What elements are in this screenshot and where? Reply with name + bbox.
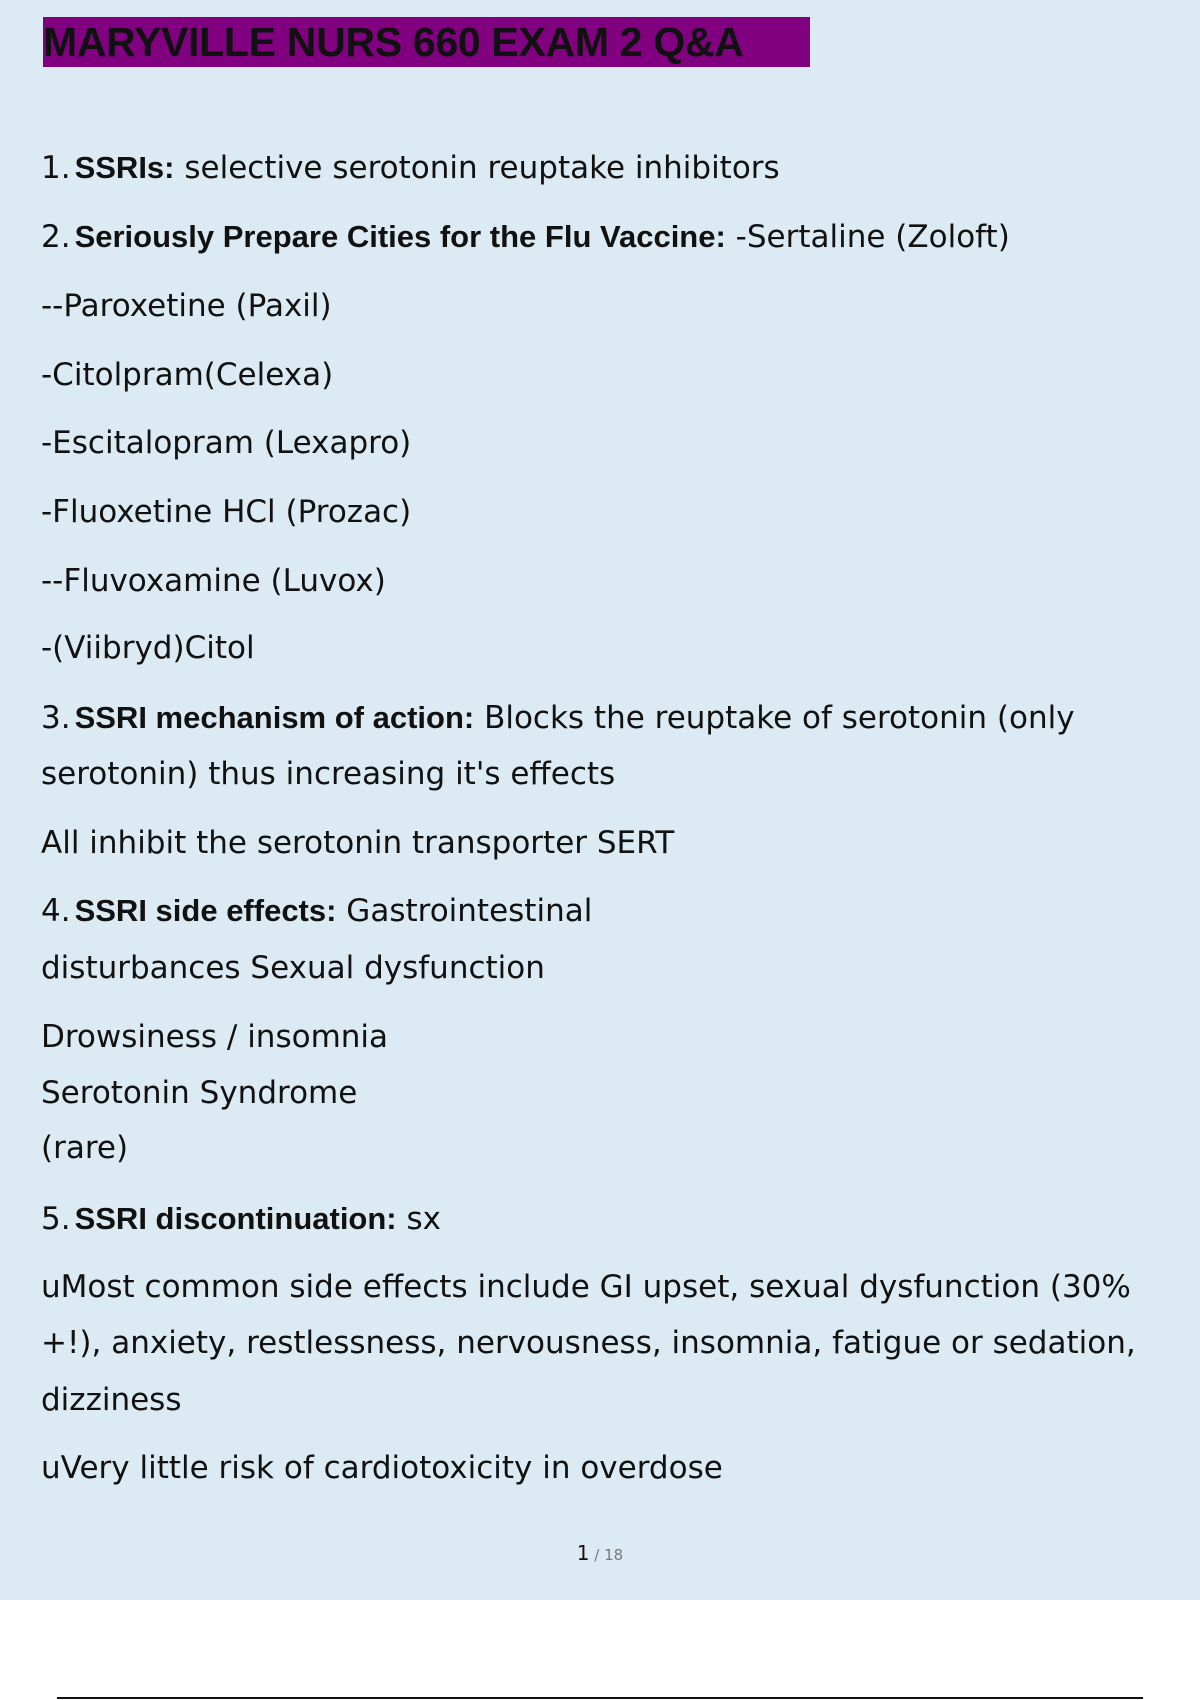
item-term: SSRIs: xyxy=(74,150,175,185)
current-page: 1 xyxy=(576,1541,590,1565)
text-line: (rare) xyxy=(41,1130,129,1166)
text-line: -Escitalopram (Lexapro) xyxy=(41,425,412,461)
item-number: 4. xyxy=(41,893,71,929)
qa-item-1 xyxy=(41,148,780,188)
text-line: --Paroxetine (Paxil) xyxy=(41,288,332,324)
text-line: -Fluoxetine HCl (Prozac) xyxy=(41,494,412,530)
item-text: Blocks the reuptake of serotonin (only xyxy=(474,700,1075,736)
text-line: +!), anxiety, restlessness, nervousness, insomnia, fatigue or sedation, xyxy=(41,1325,1136,1361)
text-line: dizziness xyxy=(41,1382,182,1418)
item-text: sx xyxy=(396,1201,441,1237)
total-pages: / 18 xyxy=(589,1546,624,1564)
text-line: --Fluvoxamine (Luvox) xyxy=(41,563,386,599)
text-line: Serotonin Syndrome xyxy=(41,1075,358,1111)
text-line: uVery little risk of cardiotoxicity in overdose xyxy=(41,1450,723,1486)
item-number: 5. xyxy=(41,1201,71,1237)
qa-item-5 xyxy=(41,1199,441,1239)
document-title: MARYVILLE NURS 660 EXAM 2 Q&A xyxy=(43,17,810,67)
page-indicator xyxy=(0,1538,1200,1570)
text-line: Drowsiness / insomnia xyxy=(41,1019,389,1055)
item-term: SSRI mechanism of action: xyxy=(74,700,475,735)
text-line: serotonin) thus increasing it's effects xyxy=(41,756,616,792)
text-line: -Citolpram(Celexa) xyxy=(41,357,334,393)
item-number: 2. xyxy=(41,219,71,255)
qa-item-4 xyxy=(41,891,592,931)
page-divider xyxy=(57,1697,1143,1699)
qa-item-2 xyxy=(41,217,1010,257)
item-number: 1. xyxy=(41,150,71,186)
text-line: -(Viibryd)Citol xyxy=(41,630,255,666)
item-term: Seriously Prepare Cities for the Flu Vaccine: xyxy=(74,219,726,254)
item-number: 3. xyxy=(41,700,71,736)
text-line: disturbances Sexual dysfunction xyxy=(41,950,545,986)
item-text: -Sertaline (Zoloft) xyxy=(725,219,1010,255)
item-text: Gastrointestinal xyxy=(336,893,593,929)
item-term: SSRI discontinuation: xyxy=(74,1201,397,1236)
item-text: selective serotonin reuptake inhibitors xyxy=(174,150,780,186)
text-line: uMost common side effects include GI upset, sexual dysfunction (30% xyxy=(41,1269,1131,1305)
item-term: SSRI side effects: xyxy=(74,893,337,928)
text-line: All inhibit the serotonin transporter SERT xyxy=(41,825,675,861)
qa-item-3 xyxy=(41,698,1075,738)
